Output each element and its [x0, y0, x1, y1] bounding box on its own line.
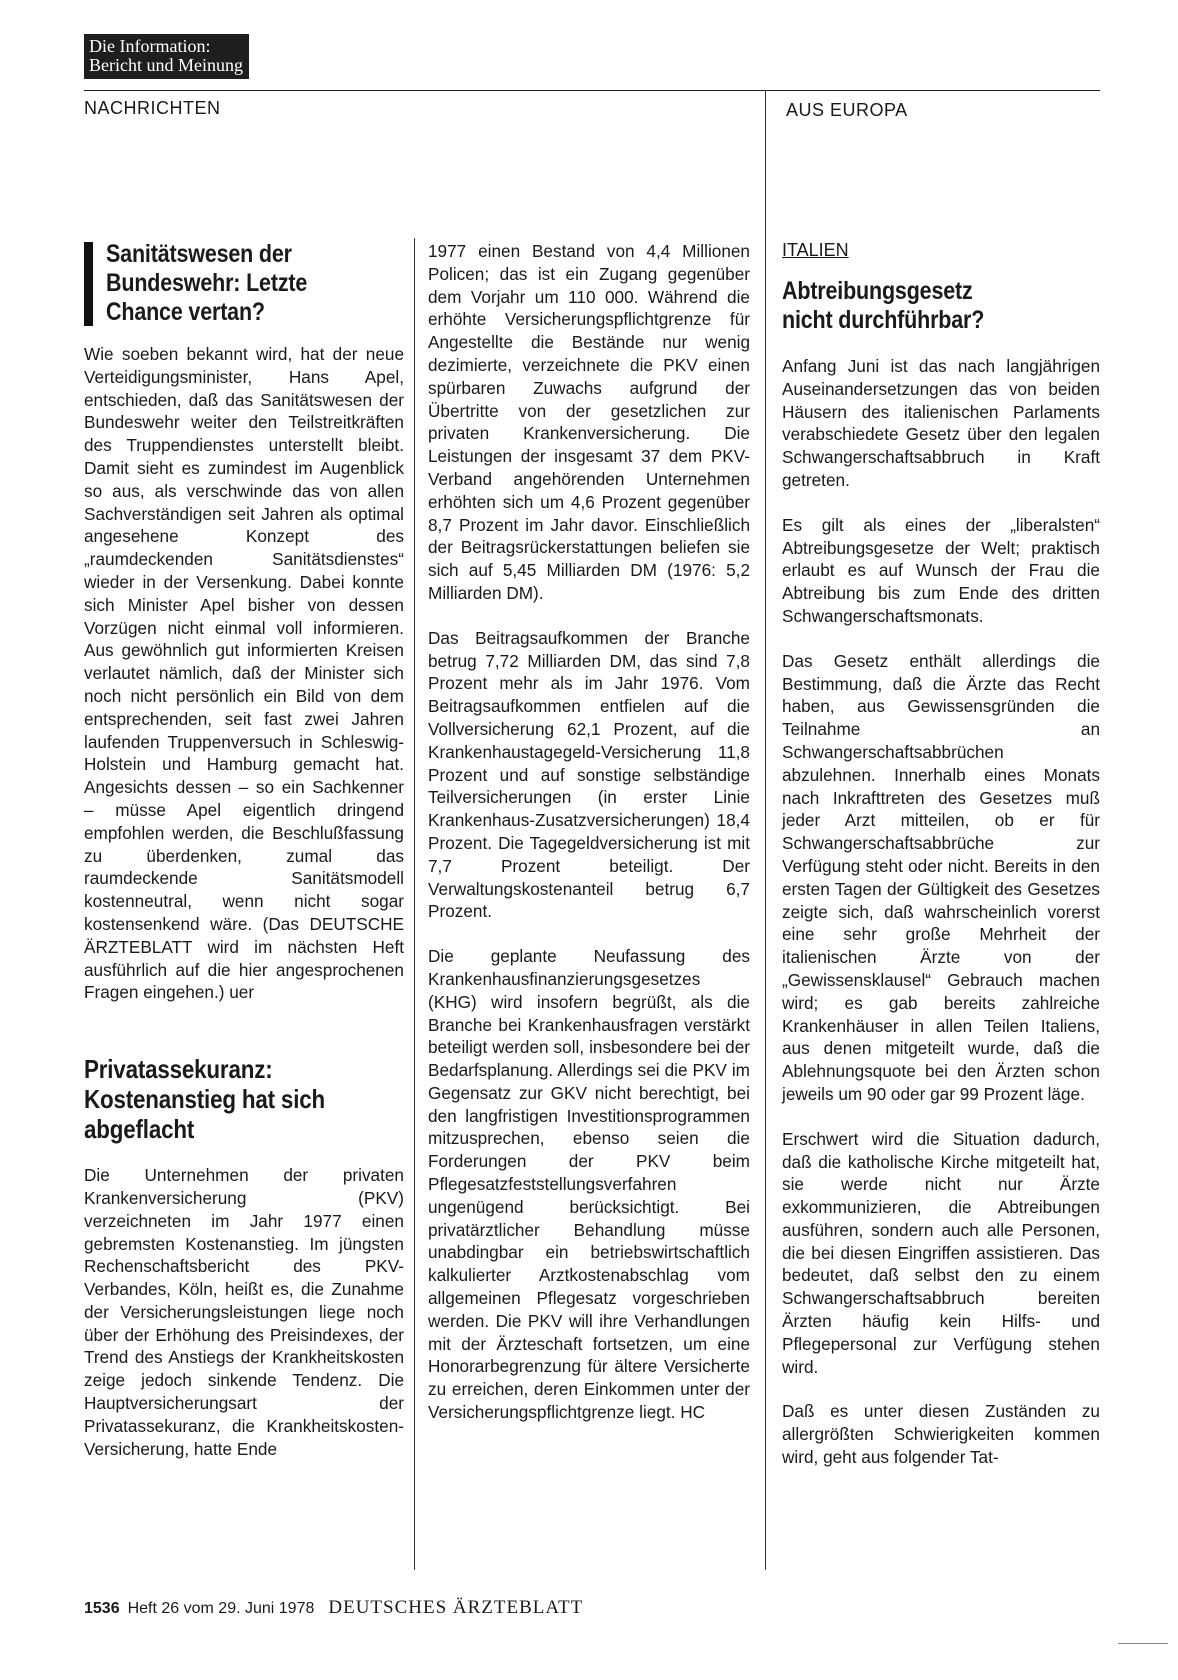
section-label-left: NACHRICHTEN — [84, 98, 221, 118]
masthead-label — [84, 34, 249, 79]
column-3 — [782, 240, 1100, 1469]
issue-info: Heft 26 vom 29. Juni 1978 — [127, 1600, 315, 1617]
article-3-kicker: ITALIEN — [782, 240, 849, 260]
article-2-body-1: Die Unternehmen der privaten Krankenversicherung (PKV) verzeichneten im Jahr 1977 einen gebremsten Kostenanstieg. Im jüngsten Rechenschaftsbericht des PKV-Verbandes, Köln, heißt es, die Zunahme der Versicherungsleistungen liege noch über der Erhöhung des Preisindexes, der Trend des Anstiegs der Krankheitskosten zeige jedoch sinkende Tendenz. Die Hauptversicherungsart der Privatassekuranz, die Krankheitskosten-Versicherung, hatte Ende — [84, 1165, 404, 1459]
article-3-para-3: Das Gesetz enthält allerdings die Bestimmung, daß die Ärzte das Recht haben, aus Gewissensgründen die Teilnahme an Schwangerschaftsabbrüchen abzulehnen. Innerhalb eines Monats nach Inkrafttreten des Gesetzes muß jeder Arzt mitteilen, ob er für Schwangerschaftsabbrüche zur Verfügung steht oder nicht. Bereits in den ersten Tagen der Gültigkeit des Gesetzes zeigte sich, daß wahrscheinlich vorerst eine sehr große Mehrheit der italienischen Ärzte von der „Gewissensklausel“ Gebrauch machen wird; es gab bereits zahlreiche Krankenhäuser in allen Teilen Italiens, aus denen mitgeteilt wurde, daß die Ablehnungsquote bei den Ärzten schon jeweils um 90 oder gar 99 Prozent läge. — [782, 650, 1100, 1104]
article-3-para-2: Es gilt als eines der „liberalsten“ Abtreibungsgesetze der Welt; praktisch erlaubt es auf Wunsch der Frau die Abtreibung bis zum Ende des dritten Schwangerschaftsmonats. — [782, 514, 1100, 626]
section-label-right: AUS EUROPA — [786, 100, 908, 120]
column-1 — [84, 240, 404, 1460]
headline-bar — [84, 242, 93, 326]
article-2-body-2: 1977 einen Bestand von 4,4 Millionen Policen; das ist ein Zugang gegenüber dem Vorjahr um 110 000. Während die erhöhte Versicherungspflichtgrenze für Angestellte die Bestände nur wenig dezimierte, verzeichnete die PKV einen spürbaren Zuwachs aufgrund der Übertritte von der gesetzlichen zur privaten Krankenversicherung. Die Leistungen der insgesamt 37 dem PKV-Verband angehörenden Unternehmen erhöhten sich um 4,6 Prozent gegenüber 8,7 Prozent im Jahr davor. Einschließlich der Beitragsrückerstattungen beliefen sie sich auf 5,45 Milliarden DM (1976: 5,2 Milliarden DM). — [428, 241, 750, 603]
column-2 — [428, 240, 750, 1424]
corner-rule — [1118, 1643, 1168, 1644]
article-2-body-4: Die geplante Neufassung des Krankenhausfinanzierungsgesetzes (KHG) wird insofern begrüßt, als die Branche bei Krankenhausfragen verstärkt beteiligt werden soll, insbesondere bei der Bedarfsplanung. Allerdings sei die PKV im Gegensatz zur GKV nicht berechtigt, bei den langfristigen Investitionsprogrammen mitzusprechen, ebenso seien die Forderungen der PKV beim Pflegesatzfeststellungsverfahren ungenügend berücksichtigt. Bei privatärztlicher Behandlung müsse unabdingbar ein betriebswirtschaftlich kalkulierter Arztkostenabschlag vom allgemeinen Pflegesatz vorgeschrieben werden. Die PKV will ihre Verhandlungen mit der Ärzteschaft fortsetzen, um eine Honorarbegrenzung für ältere Versicherte zu erreichen, deren Einkommen unter der Versicherungspflichtgrenze liegt. HC — [428, 946, 750, 1423]
article-1-header — [84, 240, 404, 327]
article-1-body: Wie soeben bekannt wird, hat der neue Verteidigungsminister, Hans Apel, entschieden, daß das Sanitätswesen der Bundeswehr weiter den Teilstreitkräften des Truppendienstes unterstellt bleibt. Damit sieht es zumindest im Augenblick so aus, als verschwinde das von allen Sachverständigen seit Jahren als optimal angesehene Konzept des „raumdeckenden Sanitätsdienstes“ wieder in der Versenkung. Dabei konnte sich Minister Apel bisher von dessen Vorzügen nicht einmal voll informieren. Aus gewöhnlich gut informierten Kreisen verlautet nämlich, daß der Minister sich noch nicht persönlich ein Bild von dem entsprechenden, seit fast zwei Jahren laufenden Truppenversuch in Schleswig-Holstein und Hamburg gemacht hat. Angesichts dessen – so ein Sachkenner – müsse Apel eigentlich dringend empfohlen werden, die Beschlußfassung zu überdenken, zumal das raumdeckende Sanitätsmodell kostenneutral, wenn nicht sogar kostensenkend wäre. (Das DEUTSCHE ÄRZTEBLATT wird im nächsten Heft ausführlich auf die hier angesprochenen Fragen eingehen.) uer — [84, 344, 404, 1003]
article-3-title: Abtreibungsgesetz nicht durchführbar? — [782, 277, 985, 334]
page-number: 1536 — [84, 1600, 120, 1617]
page-footer — [84, 1597, 583, 1619]
column-divider-left — [414, 238, 415, 1570]
column-divider-main — [765, 90, 766, 1570]
article-2-title: Privatassekuranz: Kostenanstieg hat sich abgeflacht — [84, 1054, 325, 1145]
article-1-title: Sanitätswesen der Bundeswehr: Letzte Chance vertan? — [106, 240, 308, 326]
header-rule — [84, 90, 1100, 91]
article-3-para-1: Anfang Juni ist das nach langjährigen Auseinandersetzungen das von beiden Häusern des italienischen Parlaments verabschiedete Gesetz über den legalen Schwangerschaftsabbruch in Kraft getreten. — [782, 356, 1100, 490]
article-3-para-4: Erschwert wird die Situation dadurch, daß die katholische Kirche mitgeteilt hat, sie werde nicht nur Ärzte exkommunizieren, die Abtreibungen ausführen, sondern auch alle Personen, die bei diesen Eingriffen assistieren. Das bedeutet, daß selbst den zu einem Schwangerschaftsabbruch bereiten Ärzten häufig kein Hilfs- und Pflegepersonal zur Verfügung stehen wird. — [782, 1128, 1100, 1377]
article-3-para-5: Daß es unter diesen Zuständen zu allergrößten Schwierigkeiten kommen wird, geht aus folgender Tat- — [782, 1401, 1100, 1468]
masthead-line-2: Bericht und Meinung — [89, 55, 243, 75]
article-2-body-3: Das Beitragsaufkommen der Branche betrug 7,72 Milliarden DM, das sind 7,8 Prozent mehr als im Jahr 1976. Vom Beitragsaufkommen entfielen auf die Vollversicherung 62,1 Prozent, auf die Krankenhaustagegeld-Versicherung 11,8 Prozent und auf sonstige selbständige Teilversicherungen (in erster Linie Krankenhaus-Zusatzversicherungen) 18,4 Prozent. Die Tagegeldversicherung ist mit 7,7 Prozent beteiligt. Der Verwaltungskostenanteil betrug 6,7 Prozent. — [428, 627, 750, 922]
masthead-line-1: Die Information: — [89, 36, 211, 56]
journal-name: DEUTSCHES ÄRZTEBLATT — [328, 1597, 584, 1618]
